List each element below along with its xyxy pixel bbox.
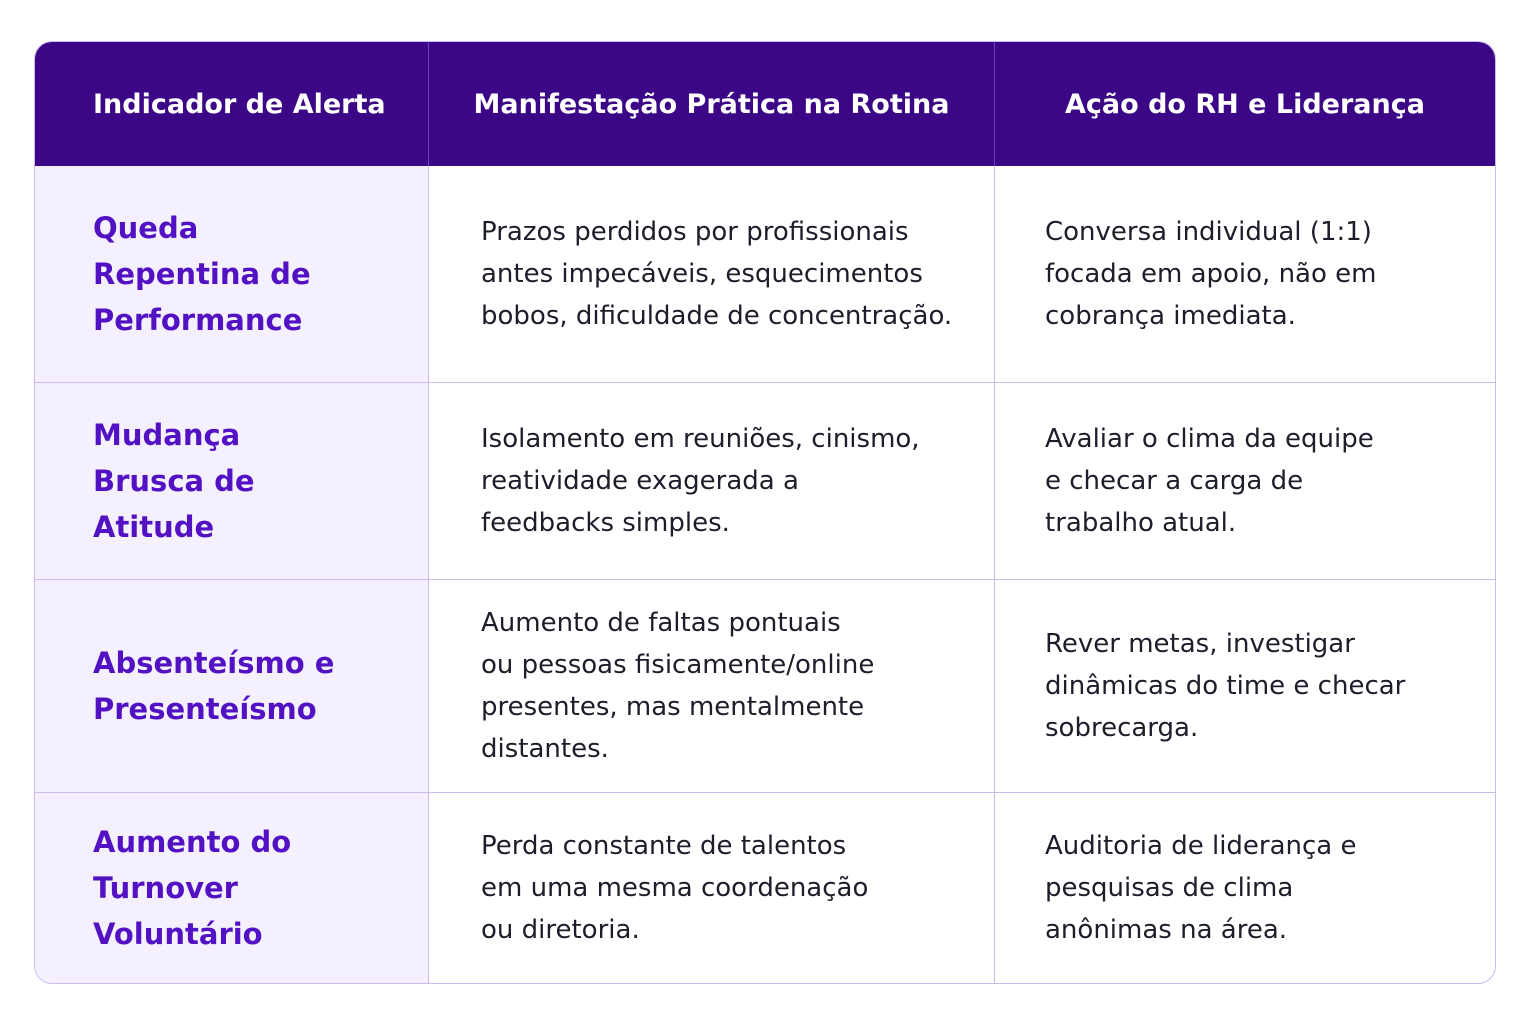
header-label: Manifestação Prática na Rotina (473, 88, 950, 120)
table-row-3-manifestation (429, 580, 995, 793)
header-label: Ação do RH e Liderança (1065, 88, 1425, 120)
table-row-1-manifestation (429, 166, 995, 383)
indicator-label: Aumento do Turnover Voluntário (93, 825, 292, 951)
indicator-label: Absenteísmo e Presenteísmo (93, 646, 335, 726)
table-row-3-action (995, 580, 1495, 793)
header-manifestation (429, 42, 995, 166)
header-label: Indicador de Alerta (93, 88, 386, 120)
action-text: Auditoria de liderança e pesquisas de clima anônimas na área. (1045, 831, 1357, 945)
header-indicator (35, 42, 429, 166)
table-row-2-indicator (35, 383, 429, 580)
table-row-2-action (995, 383, 1495, 580)
action-text: Avaliar o clima da equipe e checar a carga de trabalho atual. (1045, 424, 1374, 538)
table-row-4-manifestation (429, 793, 995, 983)
table-row-4-action (995, 793, 1495, 983)
manifestation-text: Prazos perdidos por profissionais antes impecáveis, esquecimentos bobos, dificuldade de concentração. (481, 217, 953, 331)
table-row-3-indicator (35, 580, 429, 793)
indicator-label: Queda Repentina de Performance (93, 211, 311, 337)
action-text: Rever metas, investigar dinâmicas do time e checar sobrecarga. (1045, 629, 1406, 743)
table-row-4-indicator (35, 793, 429, 983)
table-grid (35, 42, 1495, 983)
header-action (995, 42, 1495, 166)
table-row-1-action (995, 166, 1495, 383)
alert-indicators-table (34, 41, 1496, 984)
manifestation-text: Isolamento em reuniões, cinismo, reatividade exagerada a feedbacks simples. (481, 424, 920, 538)
table-row-2-manifestation (429, 383, 995, 580)
table-row-1-indicator (35, 166, 429, 383)
indicator-label: Mudança Brusca de Atitude (93, 418, 255, 544)
action-text: Conversa individual (1:1) focada em apoio, não em cobrança imediata. (1045, 217, 1377, 331)
manifestation-text: Aumento de faltas pontuais ou pessoas fisicamente/online presentes, mas mentalmente distantes. (481, 608, 875, 764)
manifestation-text: Perda constante de talentos em uma mesma coordenação ou diretoria. (481, 831, 869, 945)
